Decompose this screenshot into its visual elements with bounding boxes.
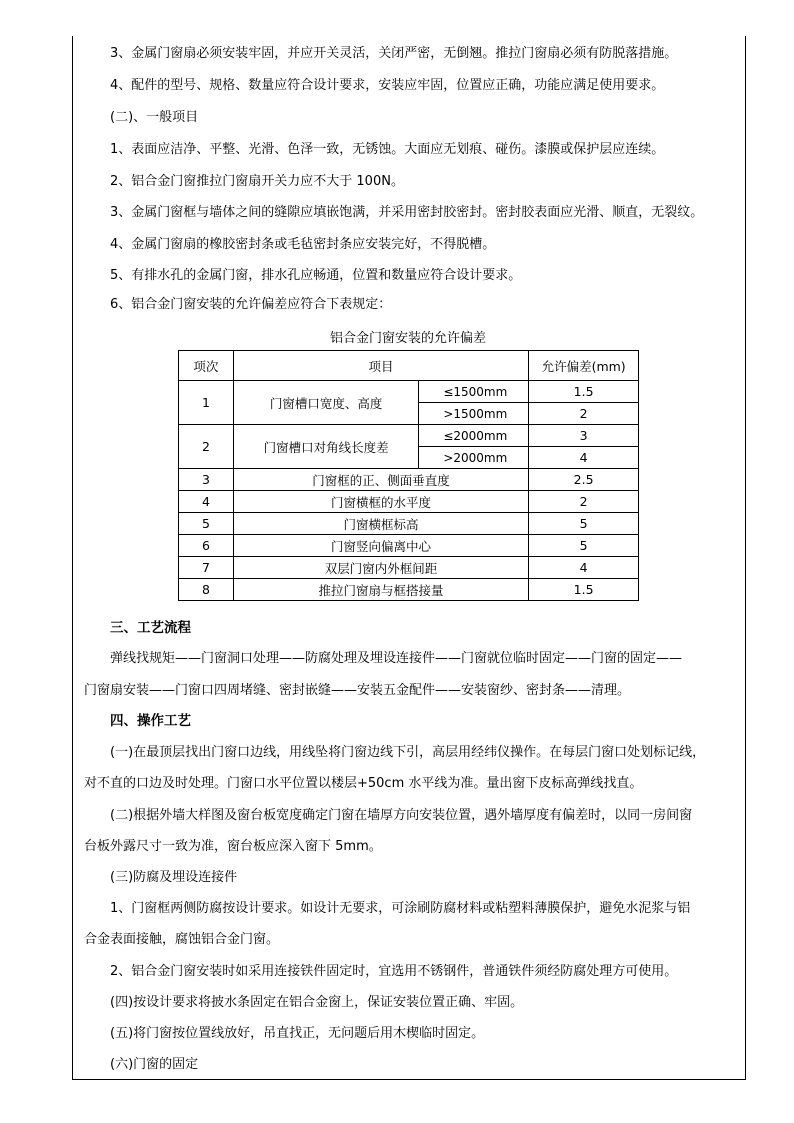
section-4-heading: 四、操作工艺 (110, 713, 191, 729)
cell-item: 双层门窗内外框间距 (233, 557, 528, 579)
table-row (179, 579, 639, 601)
operation-p8: (六)门窗的固定 (110, 1057, 199, 1072)
tolerance-table (178, 350, 639, 601)
cell-tolerance: 5 (529, 535, 639, 557)
cell-tolerance: 2 (529, 403, 639, 425)
operation-p1-line-1: (一)在最顶层找出门窗口边线，用线坠将门窗边线下引，高层用经纬仪操作。在每层门窗口处划标记线， (110, 745, 706, 760)
cell-no: 6 (179, 535, 234, 557)
paragraph-general-1: 1、表面应洁净、平整、光滑、色泽一致，无锈蚀。大面应无划痕、碰伤。漆膜或保护层应连续。 (110, 142, 665, 157)
cell-range: >2000mm (419, 447, 529, 469)
cell-tolerance: 1.5 (529, 381, 639, 403)
operation-p7: (五)将门窗按位置线放好，吊直找正，无问题后用木楔临时固定。 (110, 1026, 485, 1041)
subheading-general-items: (二)、一般项目 (110, 110, 199, 125)
paragraph-general-5: 5、有排水孔的金属门窗，排水孔应畅通，位置和数量应符合设计要求。 (110, 268, 522, 283)
process-flow-line-1: 弹线找规矩——门窗洞口处理——防腐处理及埋设连接件——门窗就位临时固定——门窗的固定—— (110, 651, 683, 666)
cell-no: 3 (179, 469, 234, 491)
cell-range: >1500mm (419, 403, 529, 425)
table-row (179, 557, 639, 579)
cell-tolerance: 3 (529, 425, 639, 447)
operation-p2-line-1: (二)根据外墙大样图及窗台板宽度确定门窗在墙厚方向安装位置，遇外墙厚度有偏差时，以同一房间窗 (110, 808, 693, 823)
table-row (179, 469, 639, 491)
table-caption: 铝合金门窗安装的允许偏差 (329, 331, 486, 346)
cell-tolerance: 2.5 (529, 469, 639, 491)
operation-p1-line-2: 对不直的口边及时处理。门窗口水平位置以楼层+50cm 水平线为准。量出窗下皮标高弹线找直。 (84, 776, 643, 791)
paragraph-item-3: 3、金属门窗扇必须安装牢固，并应开关灵活，关闭严密，无倒翘。推拉门窗扇必须有防脱落措施。 (110, 46, 678, 61)
table-row (179, 425, 639, 447)
process-flow-line-2: 门窗扇安装——门窗口四周堵缝、密封嵌缝——安装五金配件——安装窗纱、密封条——清理。 (84, 683, 631, 698)
cell-tolerance: 4 (529, 447, 639, 469)
operation-p2-line-2: 台板外露尺寸一致为准，窗台板应深入窗下 5mm。 (84, 839, 382, 854)
table-row (179, 513, 639, 535)
cell-range: ≤1500mm (419, 381, 529, 403)
header-item: 项目 (233, 351, 528, 381)
cell-range: ≤2000mm (419, 425, 529, 447)
cell-item: 门窗槽口对角线长度差 (233, 425, 418, 469)
header-no: 项次 (179, 351, 234, 381)
table-row (179, 535, 639, 557)
cell-item: 门窗竖向偏离中心 (233, 535, 528, 557)
cell-tolerance: 1.5 (529, 579, 639, 601)
paragraph-general-3: 3、金属门窗框与墙体之间的缝隙应填嵌饱满，并采用密封胶密封。密封胶表面应光滑、顺直，无裂纹。 (110, 205, 704, 220)
operation-p4-line-1: 1、门窗框两侧防腐按设计要求。如设计无要求，可涂刷防腐材料或粘塑料薄膜保护，避免水泥浆与铝 (110, 901, 691, 916)
cell-no: 2 (179, 425, 234, 469)
section-3-heading: 三、工艺流程 (110, 620, 191, 636)
paragraph-general-6: 6、铝合金门窗安装的允许偏差应符合下表规定： (110, 297, 392, 312)
cell-item: 门窗框的正、侧面垂直度 (233, 469, 528, 491)
table-row (179, 381, 639, 403)
cell-item: 门窗横框的水平度 (233, 491, 528, 513)
cell-no: 5 (179, 513, 234, 535)
cell-tolerance: 5 (529, 513, 639, 535)
operation-p5: 2、铝合金门窗安装时如采用连接铁件固定时，宜选用不锈钢件，普通铁件须经防腐处理方可使用。 (110, 964, 678, 979)
cell-no: 1 (179, 381, 234, 425)
cell-item: 推拉门窗扇与框搭接量 (233, 579, 528, 601)
cell-tolerance: 4 (529, 557, 639, 579)
cell-item: 门窗横框标高 (233, 513, 528, 535)
table-row (179, 491, 639, 513)
cell-no: 4 (179, 491, 234, 513)
operation-p6: (四)按设计要求将披水条固定在铝合金窗上，保证安装位置正确、牢固。 (110, 995, 524, 1010)
paragraph-item-4: 4、配件的型号、规格、数量应符合设计要求，安装应牢固，位置应正确，功能应满足使用要求。 (110, 78, 665, 93)
cell-no: 7 (179, 557, 234, 579)
table-header-row (179, 351, 639, 381)
operation-p3: (三)防腐及埋设连接件 (110, 870, 238, 885)
header-tolerance: 允许偏差(mm) (529, 351, 639, 381)
cell-tolerance: 2 (529, 491, 639, 513)
paragraph-general-4: 4、金属门窗扇的橡胶密封条或毛毡密封条应安装完好，不得脱槽。 (110, 237, 496, 252)
operation-p4-line-2: 合金表面接触，腐蚀铝合金门窗。 (84, 932, 280, 947)
paragraph-general-2: 2、铝合金门窗推拉门窗扇开关力应不大于 100N。 (110, 174, 404, 189)
cell-item: 门窗槽口宽度、高度 (233, 381, 418, 425)
cell-no: 8 (179, 579, 234, 601)
